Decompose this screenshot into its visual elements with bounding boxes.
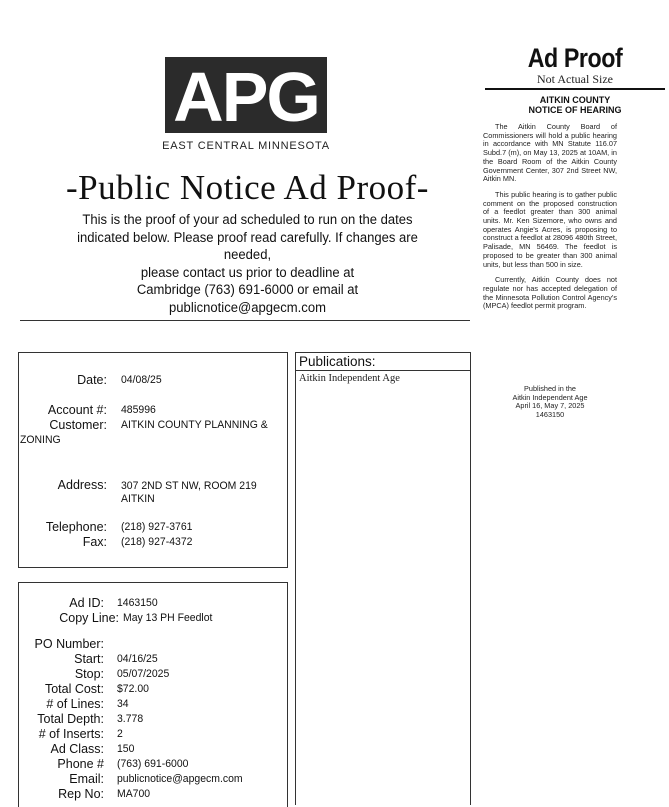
notice-paragraph: The Aitkin County Board of Commissioners will hold a public hearing in accordance with MN Statute 116.07 Subd.7 (m), on May 13, 2025 at 10AM, in the Board Room of the Aitkin County Government Center, 307 2nd Street NW, Aitkin MN. xyxy=(483,122,617,184)
notice-body xyxy=(483,123,617,318)
email-label: Email: xyxy=(69,772,104,786)
po-number-label: PO Number: xyxy=(34,637,104,651)
notice-heading-line: AITKIN COUNTY xyxy=(539,95,611,105)
total-depth-value: 3.778 xyxy=(117,713,144,725)
ad-proof-title: Ad Proof xyxy=(527,43,623,73)
total-cost-value: $72.00 xyxy=(117,683,149,695)
stop-value: 05/07/2025 xyxy=(117,668,170,680)
ad-id-label: Ad ID: xyxy=(69,596,104,610)
publication-name: Aitkin Independent Age xyxy=(299,373,400,384)
ad-class-label: Ad Class: xyxy=(50,742,104,756)
fax-label: Fax: xyxy=(82,535,107,549)
address-label: Address: xyxy=(57,478,107,492)
ad-proof-rule xyxy=(485,88,665,90)
published-line: Aitkin Independent Age xyxy=(512,392,588,402)
total-depth-label: Total Depth: xyxy=(37,712,104,726)
publications-label: Publications: xyxy=(299,354,376,369)
address-line2: AITKIN xyxy=(121,493,155,505)
published-line: Published in the xyxy=(524,384,576,393)
publications-box xyxy=(295,352,471,805)
logo-region: EAST CENTRAL MINNESOTA xyxy=(162,140,330,152)
inserts-label: # of Inserts: xyxy=(38,727,104,741)
copy-line-value: May 13 PH Feedlot xyxy=(123,612,213,624)
customer-value: AITKIN COUNTY PLANNING & xyxy=(121,419,268,431)
customer-value-cont: ZONING xyxy=(20,434,61,446)
telephone-value: (218) 927-3761 xyxy=(121,521,193,533)
notice-paragraph: This public hearing is to gather public comment on the proposed construction of a feedlot greater than 300 animal units. Mr. Ken Sizemore, who owns and operates Angie's Acres, is proposing to construct a feedlot at 28096 480th Street, Palisade, MN 56469. The feedlot is proposed to be greater than 300 animal units, but less than 500 in size. xyxy=(483,189,617,269)
ad-proof-subtitle: Not Actual Size xyxy=(537,72,613,86)
publications-rule xyxy=(296,370,470,371)
lines-label: # of Lines: xyxy=(46,697,104,711)
published-id: 1463150 xyxy=(535,410,565,420)
telephone-label: Telephone: xyxy=(45,520,107,534)
address-line1: 307 2ND ST NW, ROOM 219 xyxy=(121,480,257,492)
lines-value: 34 xyxy=(117,698,129,710)
intro-text xyxy=(57,212,439,317)
intro-line: indicated below. Please proof read carefully. If changes are needed, xyxy=(77,229,418,263)
notice-heading xyxy=(485,95,665,115)
intro-line: Cambridge (763) 691-6000 or email at publicnotice@apgecm.com xyxy=(136,282,359,316)
ad-details-box xyxy=(18,582,288,807)
phone-label: Phone # xyxy=(57,757,104,771)
divider xyxy=(20,320,470,321)
logo-letters: APG xyxy=(173,58,319,136)
customer-info-box xyxy=(18,352,288,568)
ad-id-value: 1463150 xyxy=(117,597,158,609)
start-value: 04/16/25 xyxy=(117,653,158,665)
rep-no-label: Rep No: xyxy=(58,787,104,801)
intro-line: please contact us prior to deadline at xyxy=(140,264,355,281)
copy-line-label: Copy Line: xyxy=(59,611,119,625)
date-value: 04/08/25 xyxy=(121,374,162,386)
rep-no-value: MA700 xyxy=(117,788,151,800)
notice-paragraph: Currently, Aitkin County does not regulate nor has accepted delegation of the Minnesota Pollution Control Agency's (MPCA) feedlot permit program. xyxy=(483,275,617,311)
email-value: publicnotice@apgecm.com xyxy=(117,773,243,785)
fax-value: (218) 927-4372 xyxy=(121,536,193,548)
inserts-value: 2 xyxy=(117,728,123,740)
ad-class-value: 150 xyxy=(117,743,135,755)
published-line: April 16, May 7, 2025 xyxy=(515,401,585,411)
customer-label: Customer: xyxy=(49,418,107,432)
phone-value: (763) 691-6000 xyxy=(117,758,189,770)
page-title: -Public Notice Ad Proof- xyxy=(66,168,429,207)
date-label: Date: xyxy=(77,373,107,387)
account-label: Account #: xyxy=(47,403,107,417)
total-cost-label: Total Cost: xyxy=(44,682,104,696)
notice-published xyxy=(483,385,617,420)
account-value: 485996 xyxy=(121,404,156,416)
start-label: Start: xyxy=(74,652,104,666)
stop-label: Stop: xyxy=(74,667,104,681)
intro-line: This is the proof of your ad scheduled to run on the dates xyxy=(82,212,413,228)
notice-heading-line: NOTICE OF HEARING xyxy=(528,105,622,115)
apg-logo xyxy=(165,57,327,136)
